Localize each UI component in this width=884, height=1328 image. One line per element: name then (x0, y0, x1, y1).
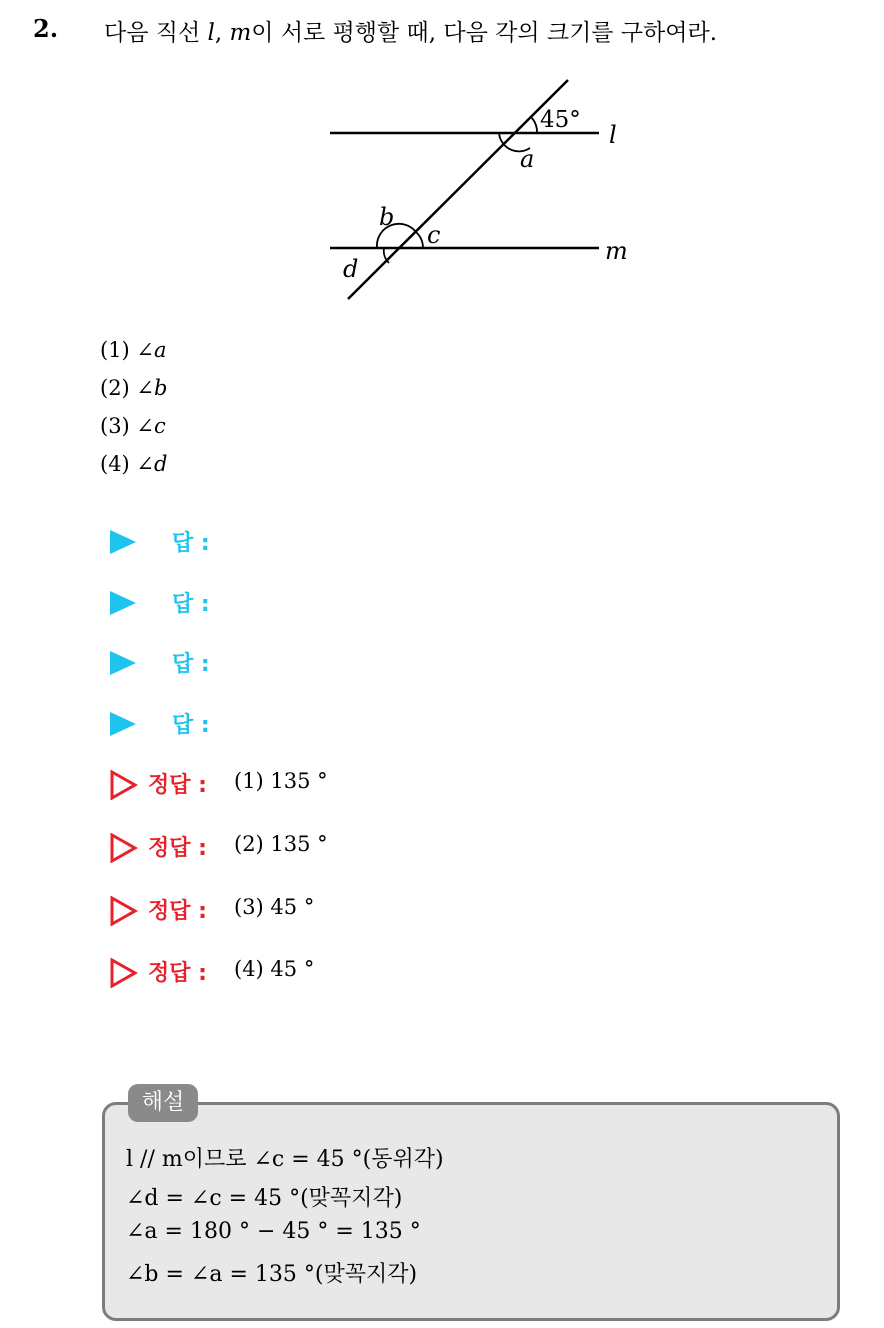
play-arrow-icon (110, 712, 136, 736)
play-arrow-icon (110, 530, 136, 554)
label-45: 45° (540, 107, 581, 133)
var-m: m (229, 20, 252, 46)
label-line-l: l (609, 121, 617, 149)
outline-arrow-icon (110, 833, 138, 863)
label-c: c (427, 221, 441, 249)
correct-label: 정답 : (148, 899, 207, 924)
question-text-before: 다음 직선 (104, 20, 208, 46)
subquestion-3: (3) ∠c (100, 414, 166, 438)
question-text-after: 이 서로 평행할 때, 다음 각의 크기를 구하여라. (251, 20, 718, 46)
var-l: l (207, 20, 215, 46)
subquestion-4: (4) ∠d (100, 452, 168, 476)
arc-d (384, 248, 389, 263)
play-arrow-icon (110, 591, 136, 615)
explanation-line-4: ∠b = ∠a = 135 °(맞꼭지각) (126, 1262, 418, 1287)
transversal (348, 80, 568, 299)
play-arrow-icon (110, 651, 136, 675)
outline-arrow-icon (110, 896, 138, 926)
answer-label: 답 : (172, 592, 210, 617)
label-d: d (343, 255, 359, 283)
correct-value: (1) 135 ° (234, 769, 328, 793)
question-comma: , (214, 20, 230, 46)
answer-label: 답 : (172, 652, 210, 677)
correct-label: 정답 : (148, 961, 207, 986)
explanation-line-1: l // m이므로 ∠c = 45 °(동위각) (126, 1147, 444, 1172)
arc-45 (531, 117, 537, 133)
question-number: 2. (33, 14, 59, 43)
explanation-line-2: ∠d = ∠c = 45 °(맞꼭지각) (126, 1186, 403, 1211)
correct-label: 정답 : (148, 836, 207, 861)
correct-value: (2) 135 ° (234, 832, 328, 856)
correct-value: (3) 45 ° (234, 895, 315, 919)
outline-arrow-icon (110, 958, 138, 988)
answer-label: 답 : (172, 713, 210, 738)
correct-label: 정답 : (148, 773, 207, 798)
label-b: b (379, 203, 395, 231)
label-a: a (520, 145, 535, 173)
subquestion-1: (1) ∠a (100, 338, 167, 362)
answer-label: 답 : (172, 531, 210, 556)
arc-c (416, 232, 423, 248)
parallel-lines-diagram (0, 0, 884, 320)
correct-value: (4) 45 ° (234, 957, 315, 981)
label-line-m: m (605, 237, 628, 265)
outline-arrow-icon (110, 770, 138, 800)
subquestion-2: (2) ∠b (100, 376, 168, 400)
explanation-tab: 해설 (128, 1084, 198, 1122)
explanation-line-3: ∠a = 180 ° − 45 ° = 135 ° (126, 1219, 421, 1244)
